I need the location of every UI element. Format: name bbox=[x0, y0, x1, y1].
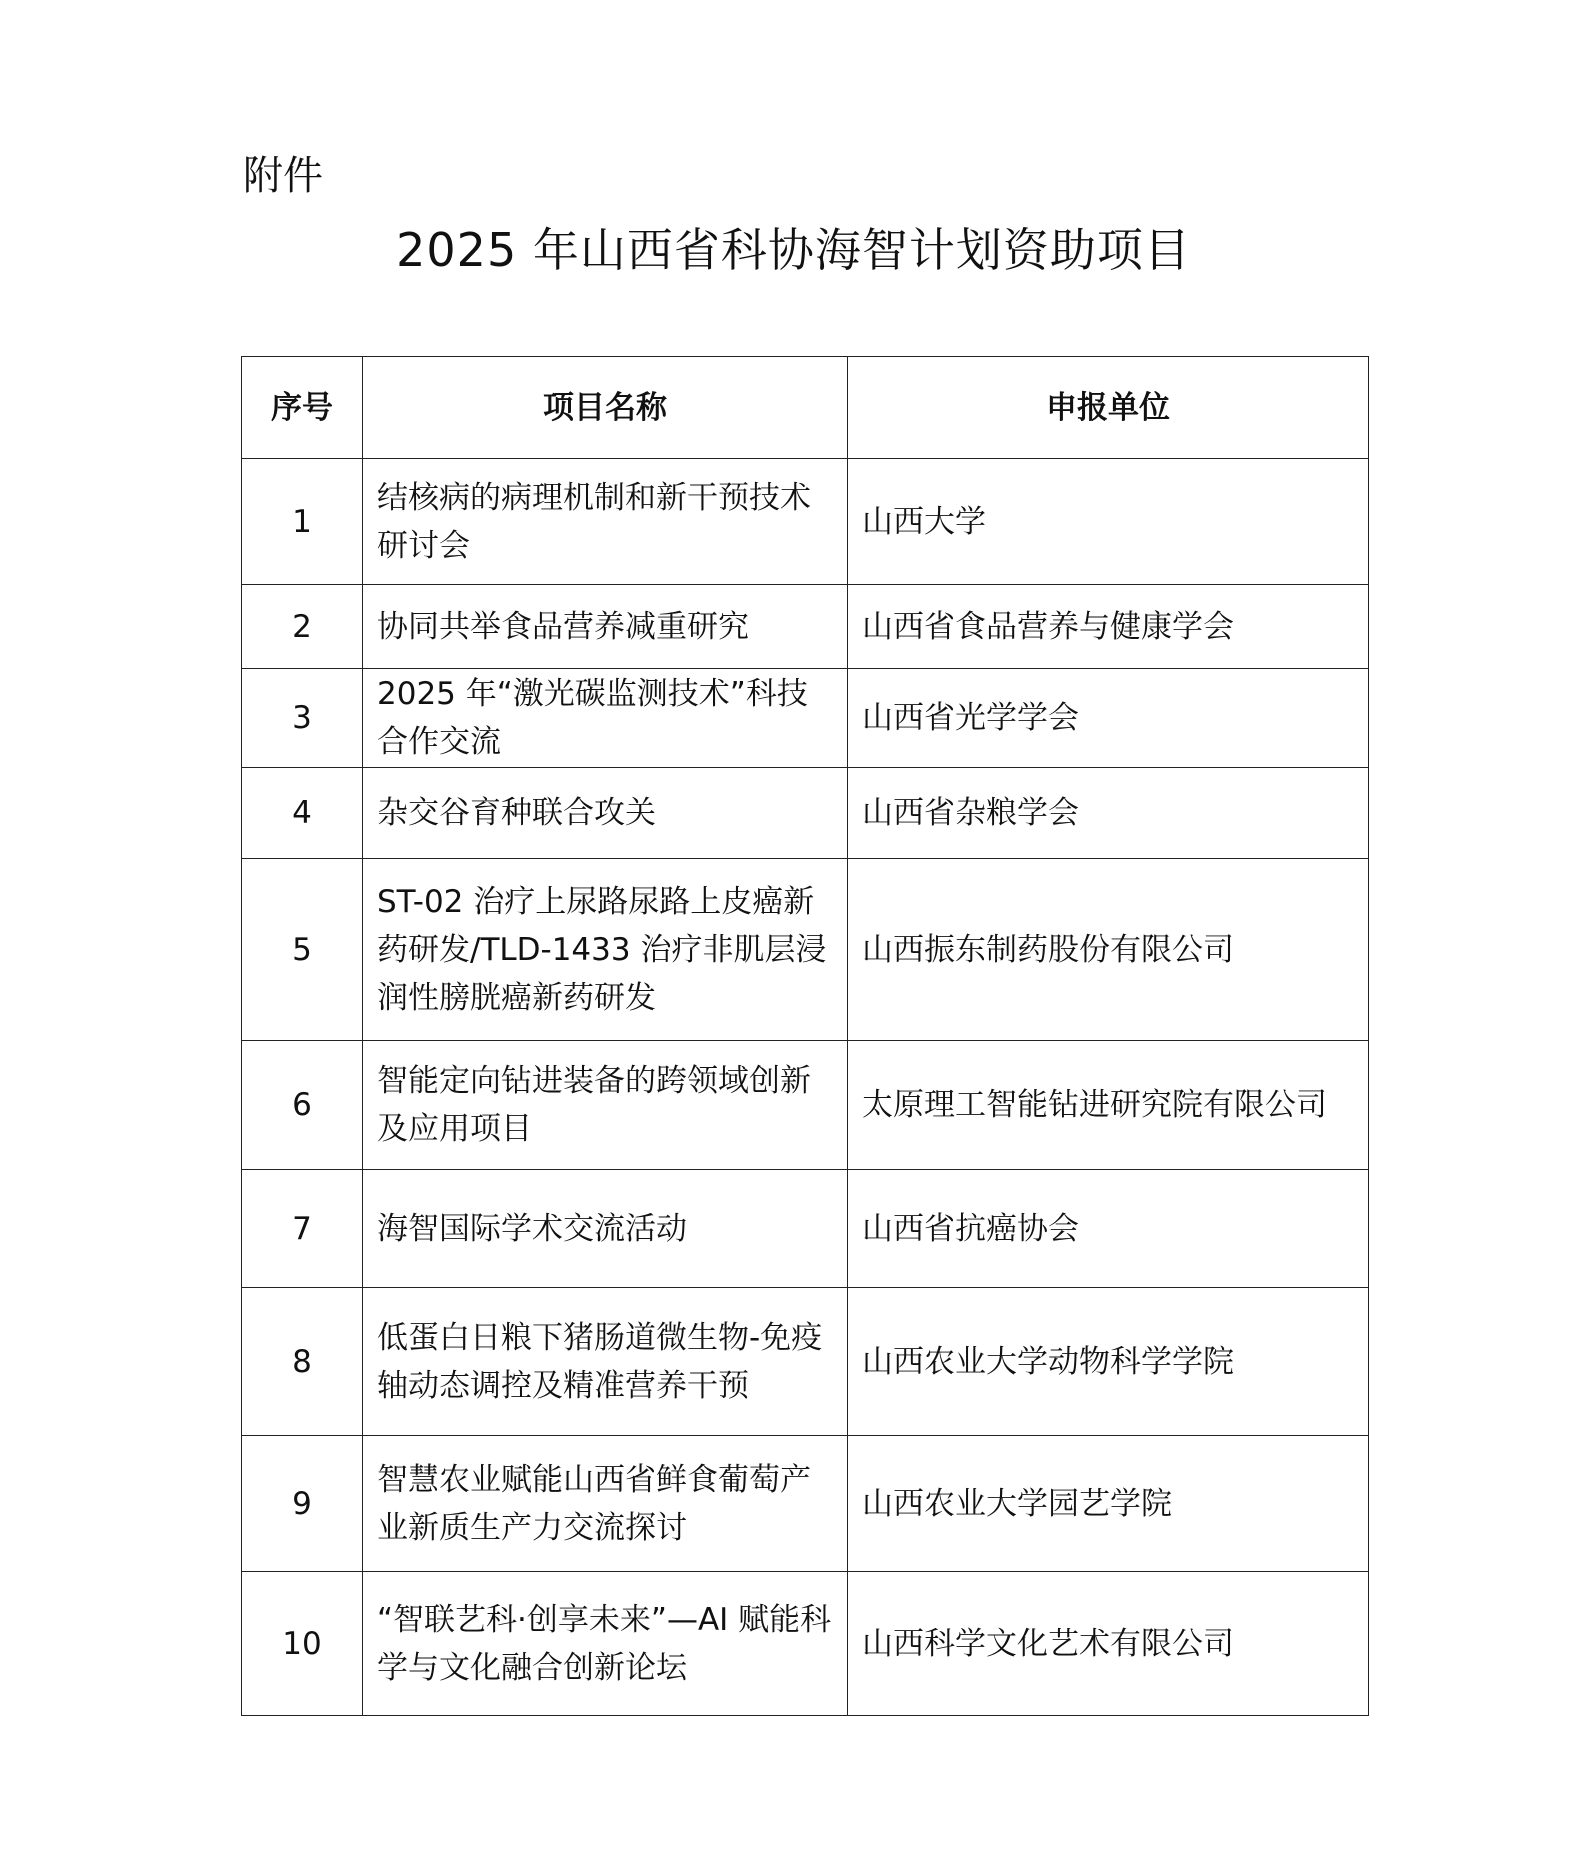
table-row bbox=[242, 1170, 1369, 1288]
row-number: 10 bbox=[242, 1572, 363, 1716]
table-row bbox=[242, 1288, 1369, 1436]
applicant-unit: 太原理工智能钻进研究院有限公司 bbox=[848, 1041, 1369, 1170]
project-name: 海智国际学术交流活动 bbox=[363, 1170, 848, 1288]
row-number: 1 bbox=[242, 459, 363, 585]
project-name: 2025 年“激光碳监测技术”科技合作交流 bbox=[363, 669, 848, 768]
row-number: 9 bbox=[242, 1436, 363, 1572]
table-row bbox=[242, 768, 1369, 859]
row-number: 8 bbox=[242, 1288, 363, 1436]
projects-table bbox=[241, 356, 1369, 1716]
page-title: 2025 年山西省科协海智计划资助项目 bbox=[396, 223, 1191, 277]
project-name: 结核病的病理机制和新干预技术研讨会 bbox=[363, 459, 848, 585]
header-project-name: 项目名称 bbox=[363, 357, 848, 459]
row-number: 2 bbox=[242, 585, 363, 669]
table-row bbox=[242, 585, 1369, 669]
applicant-unit: 山西农业大学园艺学院 bbox=[848, 1436, 1369, 1572]
project-name: 杂交谷育种联合攻关 bbox=[363, 768, 848, 859]
table-row bbox=[242, 1436, 1369, 1572]
project-name: 智慧农业赋能山西省鲜食葡萄产业新质生产力交流探讨 bbox=[363, 1436, 848, 1572]
project-name: 协同共举食品营养减重研究 bbox=[363, 585, 848, 669]
applicant-unit: 山西科学文化艺术有限公司 bbox=[848, 1572, 1369, 1716]
applicant-unit: 山西省杂粮学会 bbox=[848, 768, 1369, 859]
table-header-row bbox=[242, 357, 1369, 459]
row-number: 5 bbox=[242, 859, 363, 1041]
header-serial-number: 序号 bbox=[242, 357, 363, 459]
project-name: 低蛋白日粮下猪肠道微生物-免疫轴动态调控及精准营养干预 bbox=[363, 1288, 848, 1436]
annex-label: 附件 bbox=[243, 153, 323, 199]
row-number: 3 bbox=[242, 669, 363, 768]
header-applicant-unit: 申报单位 bbox=[848, 357, 1369, 459]
row-number: 6 bbox=[242, 1041, 363, 1170]
project-name: 智能定向钻进装备的跨领域创新及应用项目 bbox=[363, 1041, 848, 1170]
table-row bbox=[242, 459, 1369, 585]
applicant-unit: 山西大学 bbox=[848, 459, 1369, 585]
applicant-unit: 山西省食品营养与健康学会 bbox=[848, 585, 1369, 669]
table-row bbox=[242, 1041, 1369, 1170]
applicant-unit: 山西省抗癌协会 bbox=[848, 1170, 1369, 1288]
row-number: 7 bbox=[242, 1170, 363, 1288]
applicant-unit: 山西省光学学会 bbox=[848, 669, 1369, 768]
row-number: 4 bbox=[242, 768, 363, 859]
project-name: ST-02 治疗上尿路尿路上皮癌新药研发/TLD-1433 治疗非肌层浸润性膀胱癌新药研发 bbox=[363, 859, 848, 1041]
applicant-unit: 山西振东制药股份有限公司 bbox=[848, 859, 1369, 1041]
project-name: “智联艺科·创享未来”—AI 赋能科学与文化融合创新论坛 bbox=[363, 1572, 848, 1716]
table-row bbox=[242, 669, 1369, 768]
applicant-unit: 山西农业大学动物科学学院 bbox=[848, 1288, 1369, 1436]
table-row bbox=[242, 1572, 1369, 1716]
table-row bbox=[242, 859, 1369, 1041]
